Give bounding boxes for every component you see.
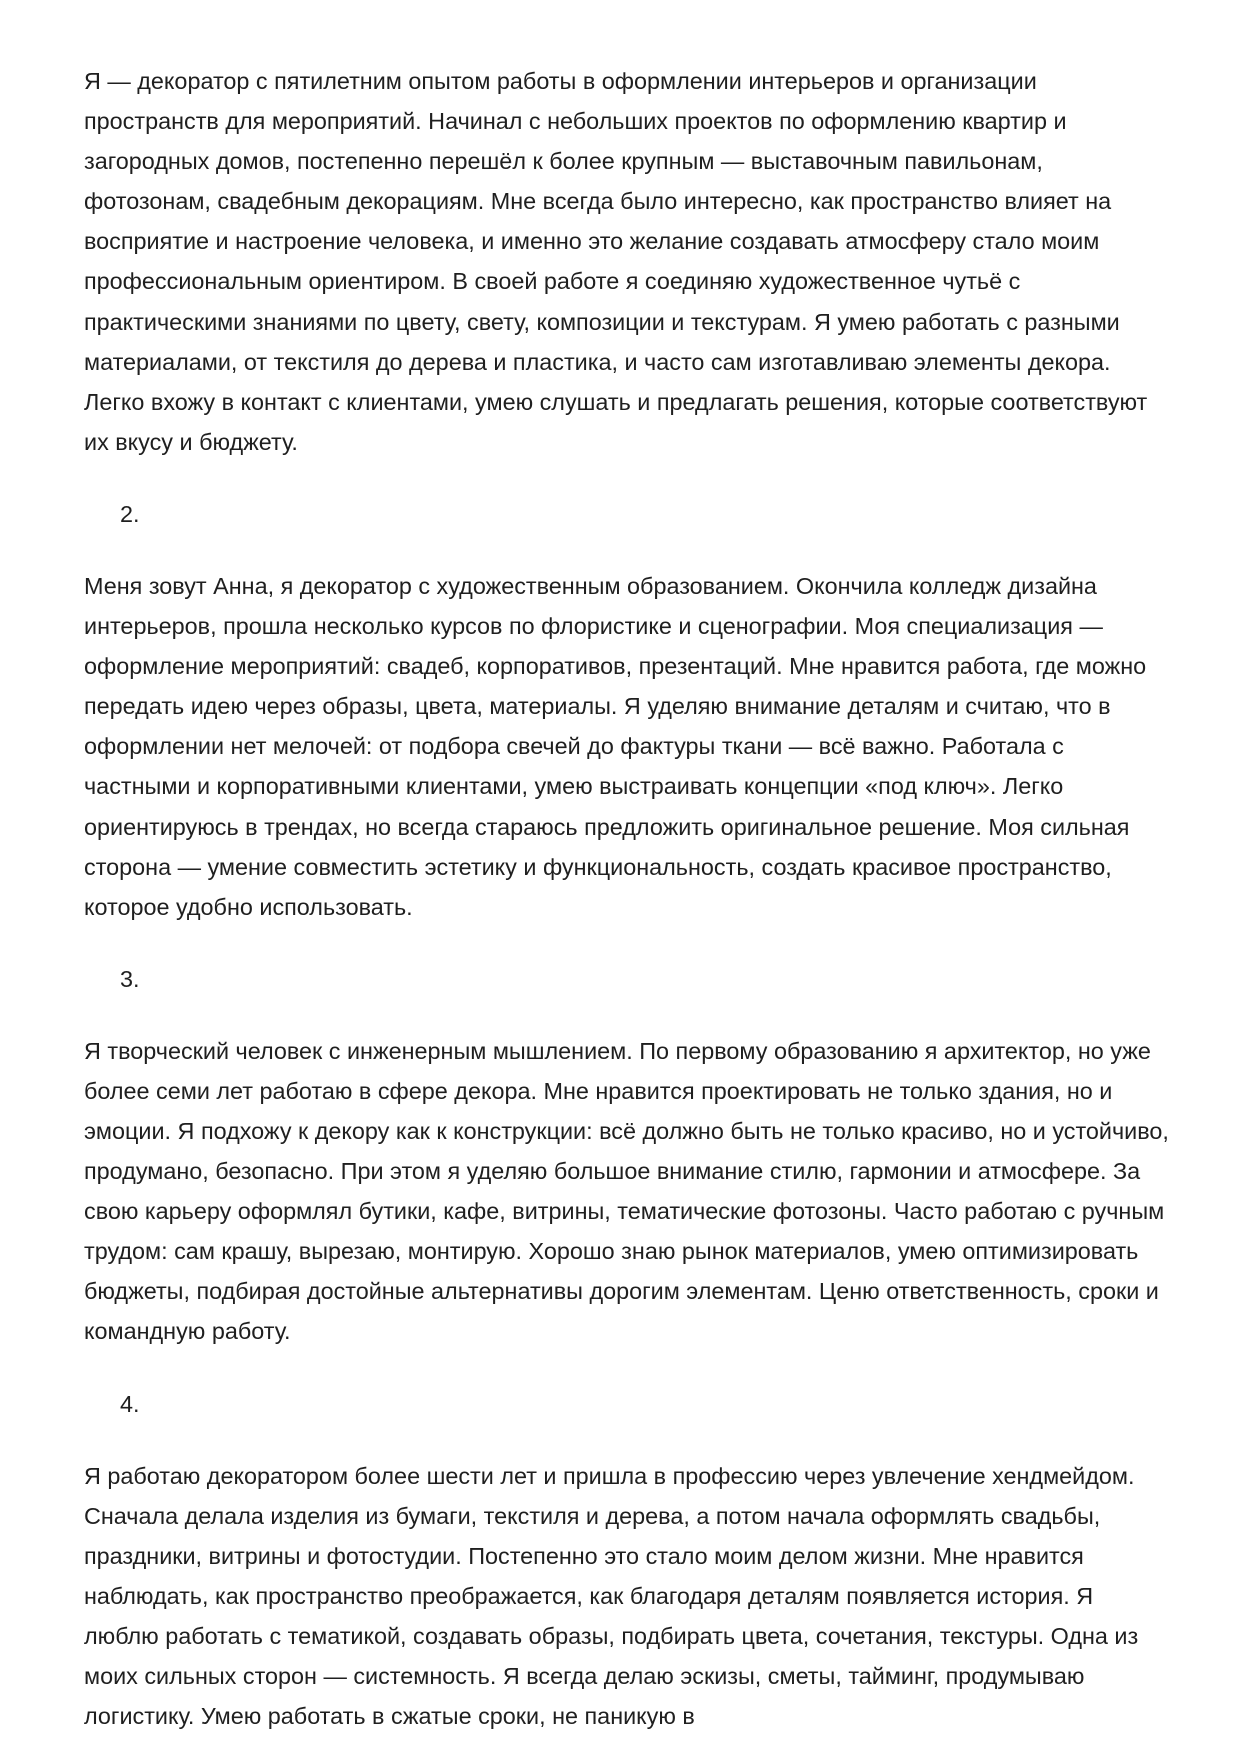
list-number-4: 4. — [120, 1390, 140, 1417]
paragraph-2: Меня зовут Анна, я декоратор с художественным образованием. Окончила колледж дизайна интерьеров, прошла несколько курсов по флористике и сценографии. Моя специализация — оформление мероприятий: свадеб, корпоративов, презентаций. Мне нравится работа, где можно передать идею через образы, цвета, материалы. Я уделяю внимание деталям и считаю, что в оформлении нет мелочей: от подбора свечей до фактуры ткани — всё важно. Работала с частными и корпоративными клиентами, умею выстраивать концепции «под ключ». Легко ориентируюсь в трендах, но всегда стараюсь предложить оригинальное решение. Моя сильная сторона — умение совместить эстетику и функциональность, создать красивое пространство, которое удобно использовать. — [84, 572, 1147, 920]
list-number-2: 2. — [120, 500, 140, 527]
paragraph-3: Я творческий человек с инженерным мышлением. По первому образованию я архитектор, но уже более семи лет работаю в сфере декора. Мне нравится проектировать не только здания, но и эмоции. Я подхожу к декору как к конструкции: всё должно быть не только красиво, но и устойчиво, продумано, безопасно. При этом я уделяю большое внимание стилю, гармонии и атмосфере. За свою карьеру оформлял бутики, кафе, витрины, тематические фотозоны. Часто работаю с ручным трудом: сам крашу, вырезаю, монтирую. Хорошо знаю рынок материалов, умею оптимизировать бюджеты, подбирая достойные альтернативы дорогим элементам. Ценю ответственность, сроки и командную работу. — [84, 1037, 1169, 1345]
paragraph-1: Я — декоратор с пятилетним опытом работы в оформлении интерьеров и организации пространств для мероприятий. Начинал с небольших проектов по оформлению квартир и загородных домов, постепенно перешёл к более крупным — выставочным павильонам, фотозонам, свадебным декорациям. Мне всегда было интересно, как пространство влияет на восприятие и настроение человека, и именно это желание создавать атмосферу стало моим профессиональным ориентиром. В своей работе я соединяю художественное чутьё с практическими знаниями по цвету, свету, композиции и текстурам. Я умею работать с разными материалами, от текстиля до дерева и пластика, и часто сам изготавливаю элементы декора. Легко вхожу в контакт с клиентами, умею слушать и предлагать решения, которые соответствуют их вкусу и бюджету. — [84, 68, 1148, 455]
paragraph-4: Я работаю декоратором более шести лет и пришла в профессию через увлечение хендмейдом. Сначала делала изделия из бумаги, текстиля и дерева, а потом начала оформлять свадьбы, праздники, витрины и фотостудии. Постепенно это стало моим делом жизни. Мне нравится наблюдать, как пространство преображается, как благодаря деталям появляется история. Я люблю работать с тематикой, создавать образы, подбирать цвета, сочетания, текстуры. Одна из моих сильных сторон — системность. Я всегда делаю эскизы, сметы, тайминг, продумываю логистику. Умею работать в сжатые сроки, не паникую в — [84, 1462, 1139, 1730]
document-content — [84, 61, 1174, 1736]
list-number-3: 3. — [120, 965, 140, 992]
